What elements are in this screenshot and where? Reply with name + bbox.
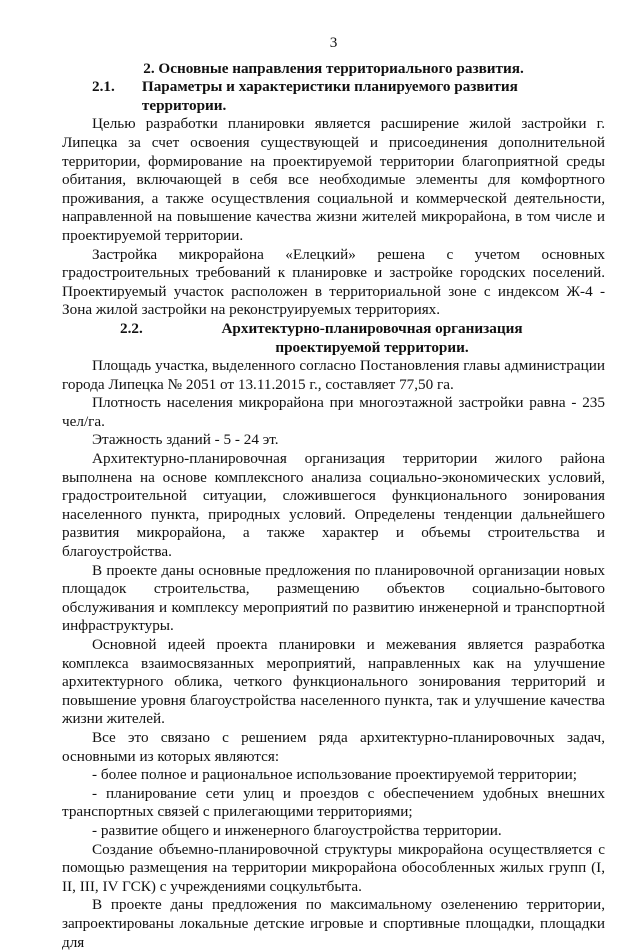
- subsection-2-1-heading: [62, 78, 605, 115]
- subsection-number: 2.1.: [92, 78, 115, 96]
- list-item: - развитие общего и инженерного благоустройства территории.: [92, 821, 502, 839]
- subsection-title: Архитектурно-планировочная организация проектируемой территории.: [221, 319, 523, 356]
- paragraph: Все это связано с решением ряда архитектурно-планировочных задач, основными из которых являются:: [62, 728, 605, 765]
- subsection-2-2-heading: [62, 320, 605, 357]
- document-page: [62, 34, 605, 952]
- paragraph: Плотность населения микрорайона при многоэтажной застройки равна - 235 чел/га.: [62, 394, 605, 430]
- paragraph: Застройка микрорайона «Елецкий» решена с учетом основных градостроительных требований к планировке и застройке городских поселений. Проектируемый участок расположен в территориальной зоне с индексом Ж-4 - Зона жилой застройки на реконструируемых территориях.: [62, 245, 605, 319]
- list-item: - более полное и рациональное использование проектируемой территории;: [92, 766, 577, 784]
- list-item: - планирование сети улиц и проездов с обеспечением удобных внешних транспортных связей с прилегающими территориями;: [62, 784, 605, 821]
- subsection-number: 2.2.: [120, 319, 143, 337]
- paragraph: Этажность зданий - 5 - 24 эт.: [92, 431, 279, 449]
- paragraph: Создание объемно-планировочной структуры микрорайона осуществляется с помощью размещения на территории микрорайона обособленных жилых групп (I, II, III, IV ГСК) с учреждениями соцкультбыта.: [62, 840, 605, 895]
- paragraph: В проекте даны основные предложения по планировочной организации новых площадок строительства, размещению объектов социально-бытового обслуживания и комплексу мероприятий по развитию инженерной и транспортной инфраструктуры.: [62, 561, 605, 635]
- paragraph: Площадь участка, выделенного согласно Постановления главы администрации города Липецка № 2051 от 13.11.2015 г., составляет 77,50 га.: [62, 357, 605, 393]
- section-title: 2. Основные направления территориального развития.: [143, 59, 524, 77]
- subsection-title: Параметры и характеристики планируемого развития территории.: [141, 78, 518, 114]
- paragraph: Архитектурно-планировочная организация территории жилого района выполнена на основе комплексного анализа социально-экономических условий, градостроительной ситуации, сложившегося функционального зонирования населенного пункта, природных условий. Определены тенденции дальнейшего развития микрорайона, а также характер и объемы строительства и благоустройства.: [62, 450, 605, 561]
- paragraph: Целью разработки планировки является расширение жилой застройки г. Липецка за счет освоения существующей и присоединения дополнительной территории, формирование на проектируемой территории благоприятной среды обитания, включающей в себя все необходимые элементы для комфортного проживания, а также осуществления социальной и коммерческой деятельности, направленной на повышение качества жизни жителей микрорайона, в том числе и проектируемой территории.: [62, 115, 605, 244]
- page-number: 3: [329, 34, 338, 51]
- paragraph: Основной идеей проекта планировки и межевания является разработка комплекса взаимосвязанных мероприятий, направленных как на улучшение архитектурного облика, четкого функционального зонирования территорий и повышение уровня благоустройства населенного пункта, так и улучшение качества жизни жителей.: [62, 636, 605, 728]
- paragraph: В проекте даны предложения по максимальному озеленению территории, запроектированы локальные детские игровые и спортивные площадки, площадки для: [62, 896, 605, 951]
